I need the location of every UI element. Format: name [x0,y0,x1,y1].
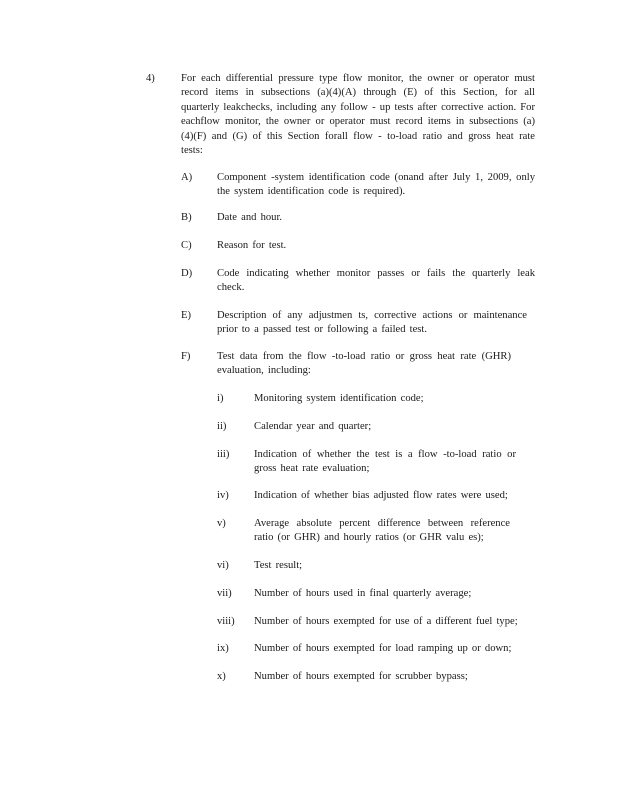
subitem-label: ix) [217,643,229,654]
item-label: E) [181,310,191,321]
subitem-text: Number of hours exempted for load ramping up or down; [254,643,512,654]
item-text: Code indicating whether monitor passes or fails the quarterly leak check. [217,268,535,294]
subitem-label: viii) [217,616,235,627]
subitem-text: Indication of whether bias adjusted flow rates were used; [254,490,508,501]
subitem-label: x) [217,671,226,682]
subitem-label: iv) [217,490,229,501]
subitem-text: Number of hours used in final quarterly average; [254,588,472,599]
subitem-text: Calendar year and quarter; [254,421,372,432]
item-text: Reason for test. [217,240,287,251]
subitem-text: Monitoring system identification code; [254,393,424,404]
item-label: D) [181,268,193,279]
item-text: Component -system identification code (onand after July 1, 2009, only the system identification code is required). [217,172,535,198]
subitem-text: Test result; [254,560,303,571]
item-label: F) [181,351,191,362]
subitem-text: Number of hours exempted for scrubber bypass; [254,671,468,682]
paragraph-number: 4) [146,73,155,84]
subitem-label: vii) [217,588,232,599]
subitem-text: Average absolute percent difference between reference ratio (or GHR) and hourly ratios (or GHR valu es); [254,518,510,544]
subitem-label: vi) [217,560,229,571]
item-text: Date and hour. [217,212,283,223]
item-text: Test data from the flow -to-load ratio or gross heat rate (GHR) evaluation, including: [217,351,511,377]
subitem-label: i) [217,393,224,404]
subitem-label: ii) [217,421,227,432]
subitem-label: v) [217,518,226,529]
item-label: B) [181,212,192,223]
subitem-text: Indication of whether the test is a flow -to-load ratio or gross heat rate evaluation; [254,449,516,475]
subitem-text: Number of hours exempted for use of a different fuel type; [254,616,518,627]
item-text: Description of any adjustmen ts, corrective actions or maintenance prior to a passed test or following a failed test. [217,310,527,336]
item-label: A) [181,172,193,183]
subitem-label: iii) [217,449,230,460]
item-label: C) [181,240,192,251]
paragraph-intro: For each differential pressure type flow monitor, the owner or operator must record items in subsections (a)(4)(A) through (E) of this Section, for all quarterly leakchecks, including any follow - up tests after corrective action. For eachflow monitor, the owner or operator must record items in subsections (a)(4)(F) and (G) of this Section forall flow - to-load ratio and gross heat rate tests: [181,73,535,157]
